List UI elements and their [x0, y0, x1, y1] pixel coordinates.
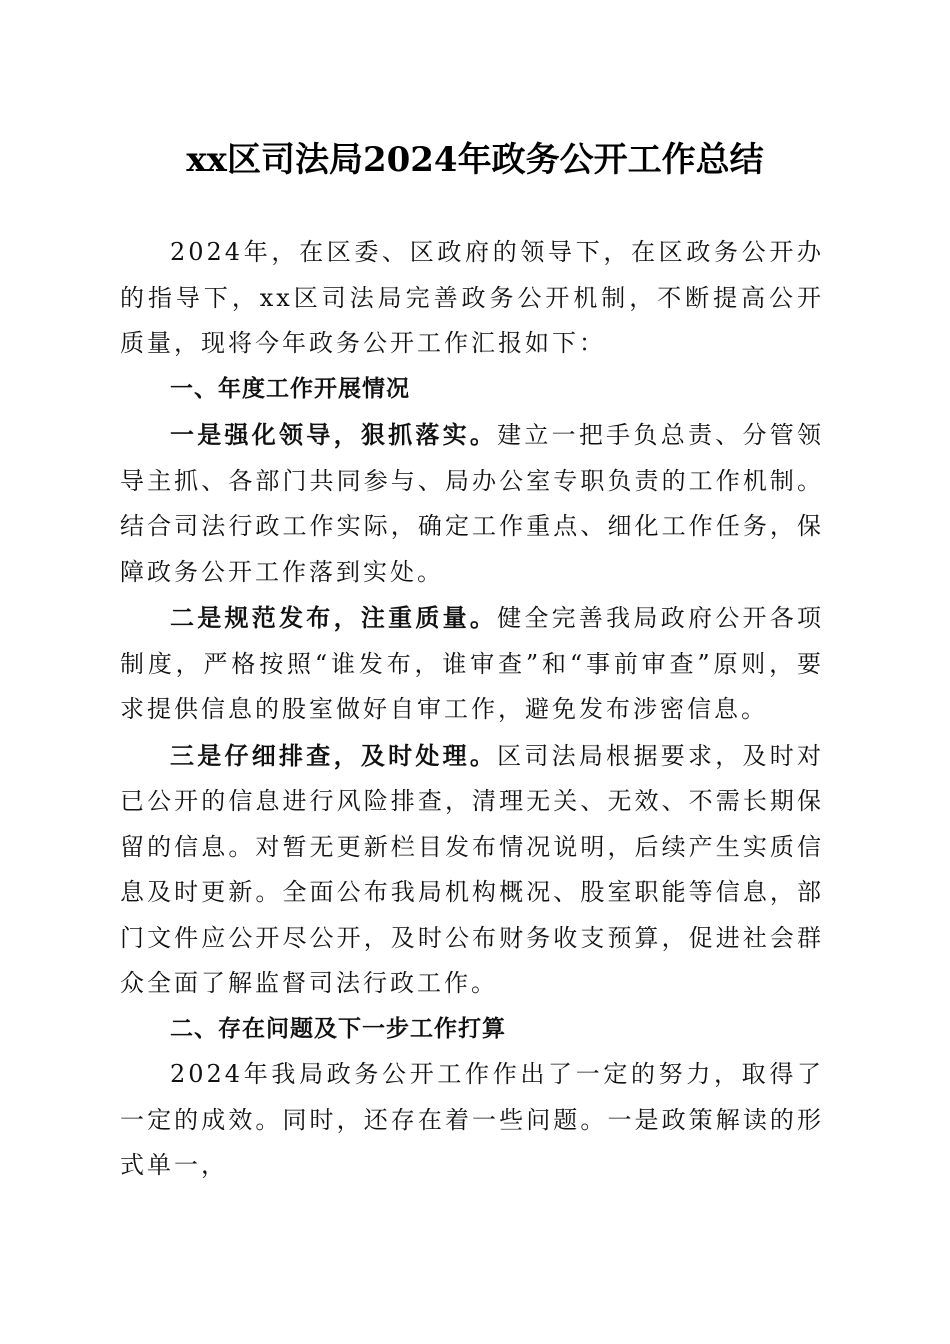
- section1-item-3-text: 区司法局根据要求，及时对已公开的信息进行风险排查，清理无关、无效、不需长期保留的信息。对暂无更新栏目发布情况说明，后续产生实质信息及时更新。全面公布我局机构概况、股室职能等信息，部门文件应公开尽公开，及时公布财务收支预算，促进社会群众全面了解监督司法行政工作。: [120, 741, 825, 997]
- section1-item-1: [120, 412, 824, 595]
- section1-item-2-lead: 二是规范发布，注重质量。: [170, 603, 498, 632]
- section1-item-1-text: 建立一把手负总责、分管领导主抓、各部门共同参与、局办公室专职负责的工作机制。结合司法行政工作实际，确定工作重点、细化工作任务，保障政务公开工作落到实处。: [120, 421, 825, 586]
- intro-paragraph: 2024年，在区委、区政府的领导下，在区政务公开办的指导下，xx区司法局完善政务公开机制，不断提高公开质量，现将今年政务公开工作汇报如下：: [120, 238, 824, 357]
- section-heading-1: 一、年度工作开展情况: [170, 375, 410, 402]
- section1-item-2: [120, 595, 824, 733]
- section1-item-3-lead: 三是仔细排查，及时处理。: [170, 740, 498, 770]
- section1-item-1-lead: 一是强化领导，狠抓落实。: [170, 420, 498, 449]
- document-body: [120, 230, 824, 1189]
- section1-item-2-text: 健全完善我局政府公开各项制度，严格按照“谁发布，谁审查”和“事前审查”原则，要求提供信息的股室做好自审工作，避免发布涉密信息。: [120, 604, 825, 723]
- section1-item-3: [120, 733, 824, 1007]
- section2-paragraph: 2024年我局政务公开工作作出了一定的努力，取得了一定的成效。同时，还存在着一些问题。一是政策解读的形式单一，: [120, 1060, 824, 1179]
- document-title: xx区司法局2024年政务公开工作总结: [186, 140, 764, 180]
- section-heading-2: 二、存在问题及下一步工作打算: [170, 1015, 506, 1042]
